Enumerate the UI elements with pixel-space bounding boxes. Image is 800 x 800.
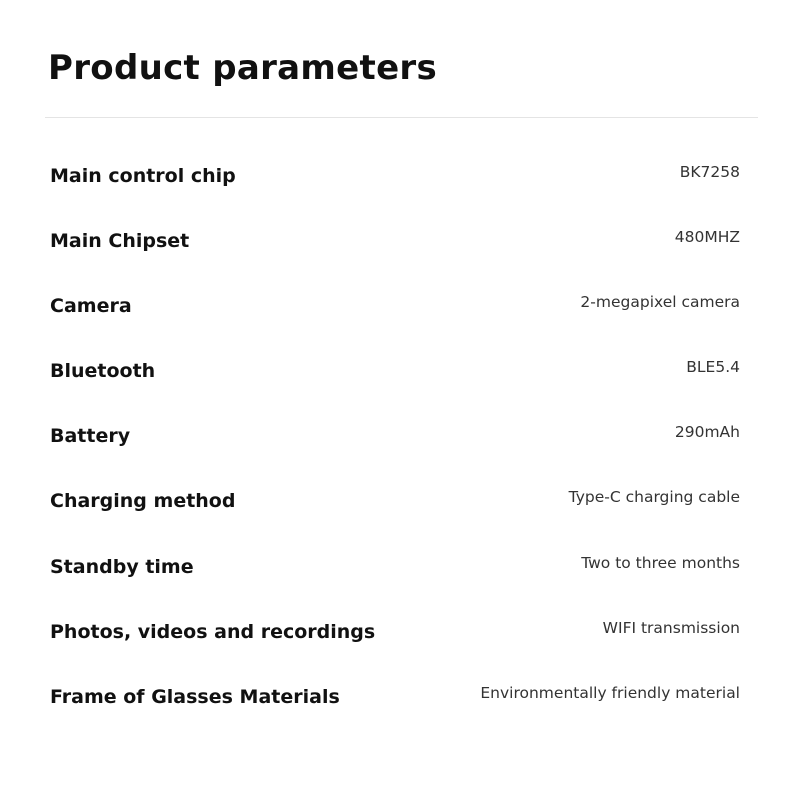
spec-value: Type-C charging cable [568,488,740,507]
spec-label: Battery [50,425,131,448]
spec-row-bluetooth [50,340,740,405]
spec-value: Two to three months [581,553,740,572]
title-divider [45,117,758,118]
spec-value: 480MHZ [674,228,740,247]
spec-row-photos-videos-recordings [50,601,740,666]
spec-value: WIFI transmission [602,618,740,637]
spec-row-main-control-chip [50,145,740,210]
spec-label: Frame of Glasses Materials [50,685,340,708]
spec-row-battery [50,405,740,470]
spec-value: 2-megapixel camera [580,293,740,312]
spec-value: Environmentally friendly material [480,683,740,702]
spec-row-charging-method [50,470,740,535]
spec-label: Charging method [50,490,236,513]
spec-label: Main Chipset [50,230,190,253]
spec-label: Bluetooth [50,360,156,383]
spec-label: Photos, videos and recordings [50,620,376,643]
spec-row-frame-materials [50,666,740,731]
spec-value: BK7258 [679,163,740,181]
page-title: Product parameters [48,48,438,88]
spec-table [50,145,740,731]
spec-value: 290mAh [674,423,740,442]
spec-label: Main control chip [50,165,236,187]
spec-value: BLE5.4 [686,358,740,377]
spec-label: Camera [50,295,132,318]
spec-row-main-chipset [50,210,740,275]
spec-row-camera [50,275,740,340]
spec-row-standby-time [50,536,740,601]
spec-label: Standby time [50,555,194,578]
